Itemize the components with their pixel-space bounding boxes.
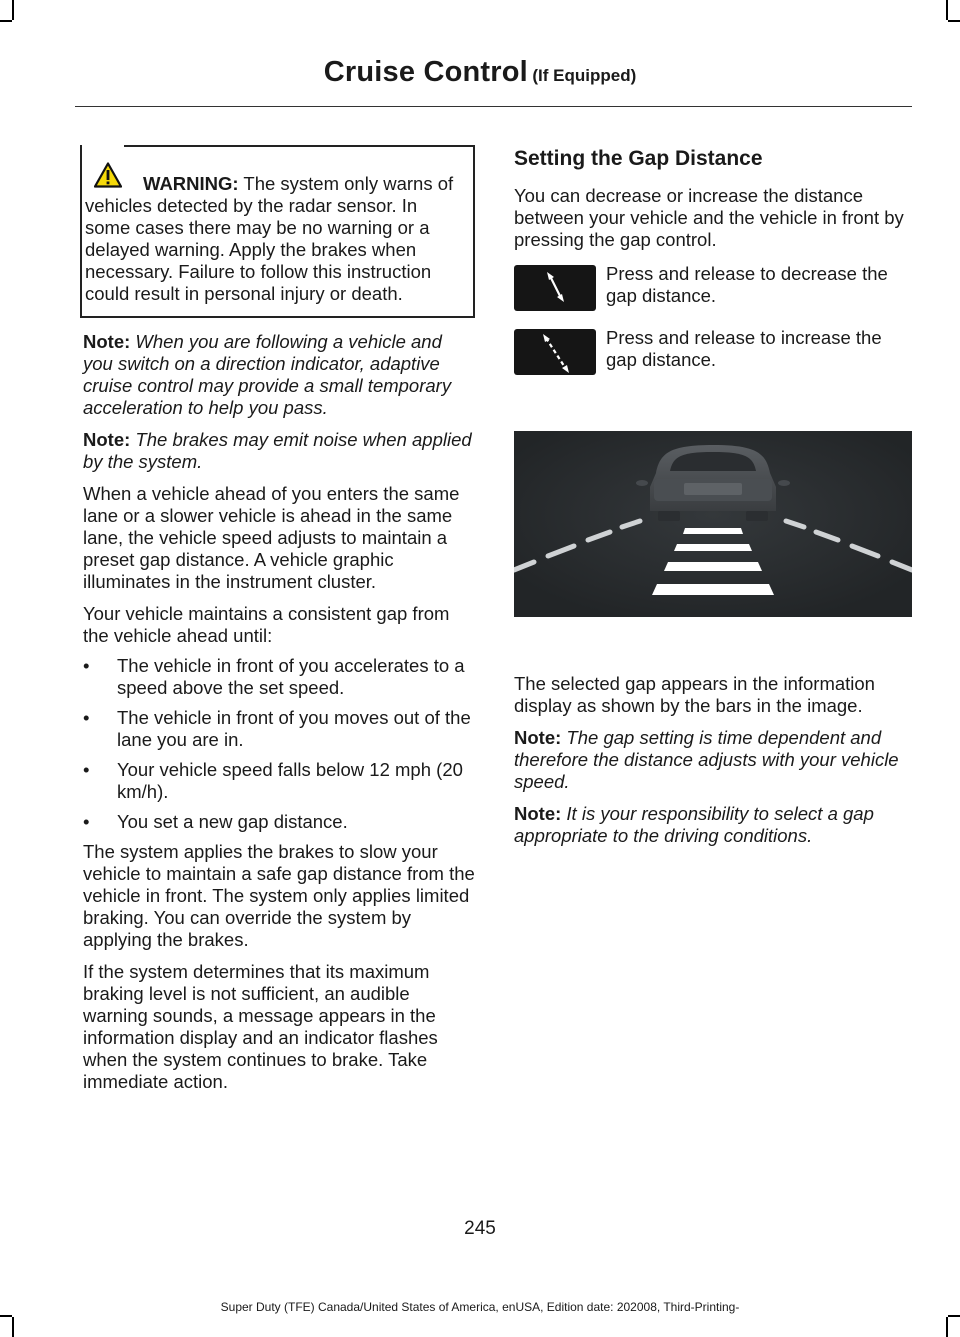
note-text: When you are following a vehicle and you switch on a direction indicator, adaptive cruise control may provide a small temporary acceleration to help you pass. — [83, 331, 452, 418]
crop-mark — [946, 1317, 948, 1337]
note-text: The gap setting is time dependent and therefore the distance adjusts with your vehicle speed. — [514, 727, 899, 792]
page-number: 245 — [464, 1218, 496, 1239]
list-item: • Your vehicle speed falls below 12 mph (20 km/h). — [83, 759, 475, 803]
crop-mark — [12, 0, 14, 20]
list-item: • The vehicle in front of you moves out of the lane you are in. — [83, 707, 475, 751]
note-paragraph — [514, 803, 914, 847]
note-label: Note: — [83, 429, 131, 450]
note-label: Note: — [83, 331, 131, 352]
control-row-decrease — [514, 265, 914, 321]
body-paragraph: The selected gap appears in the information display as shown by the bars in the image. — [514, 673, 875, 716]
crop-mark — [0, 20, 12, 22]
right-column — [514, 145, 914, 847]
note-paragraph — [83, 331, 475, 419]
crop-mark — [0, 1315, 12, 1317]
gap-display-illustration — [514, 431, 912, 617]
gap-increase-icon — [514, 329, 596, 375]
body-paragraph: If the system determines that its maximum braking level is not sufficient, an audible warning sounds, a message appears in the information display and an indicator flashes when the system continues to brake. Take immediate action. — [83, 961, 438, 1092]
body-paragraph: When a vehicle ahead of you enters the same lane or a slower vehicle is ahead in the same lane, the vehicle speed adjusts to maintain a preset gap distance. A vehicle graphic illuminates in the instrument cluster. — [83, 483, 460, 592]
page-header — [0, 56, 960, 89]
note-text: It is your responsibility to select a gap appropriate to the driving conditions. — [514, 803, 874, 846]
note-paragraph — [514, 727, 914, 793]
note-label: Note: — [514, 803, 562, 824]
control-row-increase — [514, 329, 914, 385]
section-heading: Setting the Gap Distance — [514, 147, 763, 170]
warning-label: WARNING: — [143, 173, 239, 194]
crop-mark — [12, 1317, 14, 1337]
header-divider — [75, 106, 912, 107]
page-subtitle: (If Equipped) — [532, 66, 637, 85]
body-paragraph: The system applies the brakes to slow your vehicle to maintain a safe gap distance from the vehicle in front. The system only applies limited braking. You can override the system by applying the brakes. — [83, 841, 475, 950]
page-title: Cruise Control — [323, 56, 528, 88]
body-paragraph: Your vehicle maintains a consistent gap from the vehicle ahead until: — [83, 603, 450, 646]
gap-decrease-icon — [514, 265, 596, 311]
warning-paragraph — [85, 173, 465, 305]
warning-box — [80, 145, 475, 318]
list-item: • The vehicle in front of you accelerates to a speed above the set speed. — [83, 655, 475, 699]
control-description: Press and release to increase the gap distance. — [606, 327, 882, 370]
crop-mark — [946, 0, 948, 20]
list-item: • You set a new gap distance. — [83, 811, 475, 833]
condition-list — [83, 655, 475, 833]
body-paragraph: You can decrease or increase the distance between your vehicle and the vehicle in front by pressing the gap control. — [514, 185, 904, 250]
crop-mark — [948, 1315, 960, 1317]
left-column — [83, 145, 475, 1093]
page-footer: Super Duty (TFE) Canada/United States of America, enUSA, Edition date: 202008, Third-Printing- — [220, 1300, 740, 1314]
warning-triangle-icon — [94, 162, 122, 188]
note-label: Note: — [514, 727, 562, 748]
note-paragraph — [83, 429, 475, 473]
crop-mark — [948, 20, 960, 22]
control-description: Press and release to decrease the gap distance. — [606, 263, 888, 306]
note-text: The brakes may emit noise when applied by the system. — [83, 429, 472, 472]
warning-text: The system only warns of vehicles detected by the radar sensor. In some cases there may be no warning or a delayed warning. Apply the brakes when necessary. Failure to follow this instruction could result in personal injury or death. — [85, 173, 454, 304]
